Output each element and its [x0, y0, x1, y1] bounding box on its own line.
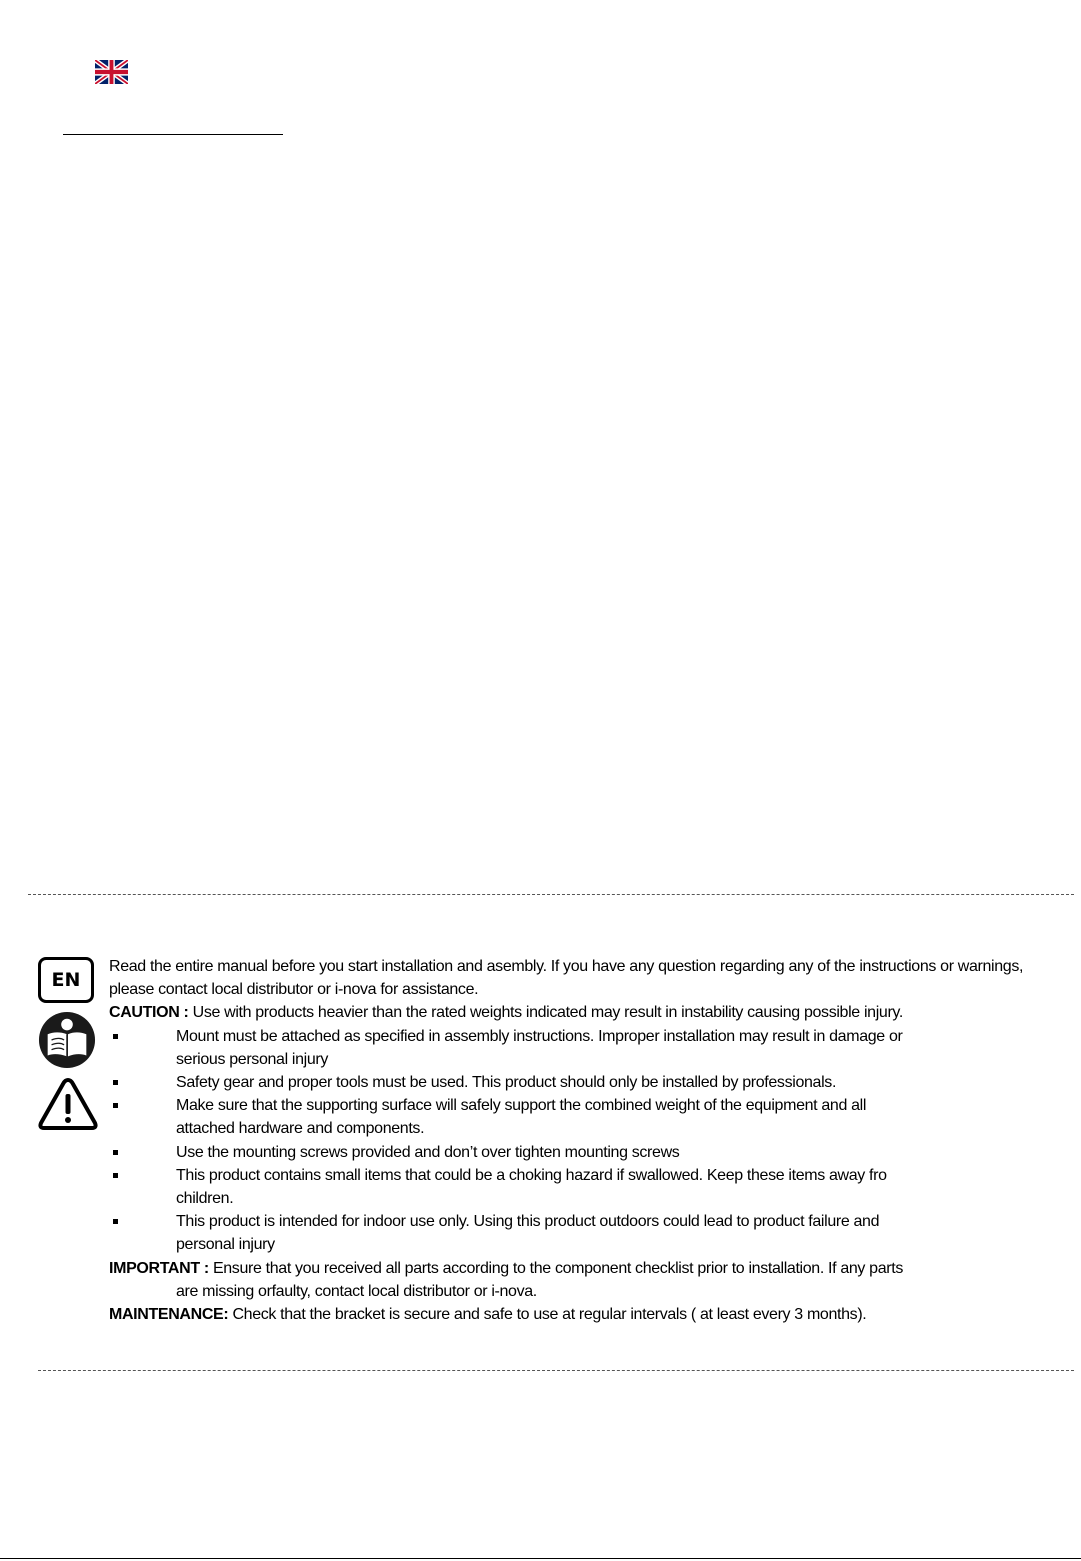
bullet-line: personal injury — [176, 1236, 275, 1254]
uk-flag-icon — [95, 60, 128, 84]
dashed-separator-top — [28, 894, 1074, 895]
list-item — [109, 1141, 1069, 1164]
bullet-icon — [113, 1080, 118, 1085]
bullet-line: This product is intended for indoor use only. Using this product outdoors could lead to product failure and — [176, 1213, 880, 1231]
bullet-icon — [113, 1103, 118, 1108]
safety-instructions — [109, 955, 1069, 1326]
bullet-icon — [113, 1173, 118, 1178]
bullet-line: children. — [176, 1190, 234, 1208]
bullet-icon — [113, 1150, 118, 1155]
bullet-icon — [113, 1034, 118, 1039]
bullet-line: serious personal injury — [176, 1050, 329, 1068]
intro-paragraph: Read the entire manual before you start installation and asembly. If you have any question regarding any of the instructions or warnings, please contact local distributor or i-nova for assistance. — [109, 958, 1024, 999]
bullet-line: Make sure that the supporting surface will safely support the combined weight of the equipment and all — [176, 1097, 867, 1115]
caution-paragraph — [109, 1001, 1069, 1024]
list-item — [109, 1164, 1069, 1210]
maintenance-paragraph — [109, 1303, 1069, 1326]
important-paragraph — [109, 1257, 1069, 1280]
caution-text: Use with products heavier than the rated weights indicated may result in instability causing possible injury. — [188, 1004, 903, 1022]
caution-label: CAUTION : — [109, 1004, 189, 1022]
bullet-line: Use the mounting screws provided and don’t over tighten mounting screws — [176, 1143, 680, 1161]
language-badge — [38, 957, 94, 1003]
page-bottom-rule — [0, 1558, 1081, 1559]
list-item — [109, 1094, 1069, 1140]
title-underline — [63, 134, 283, 135]
important-label: IMPORTANT : — [109, 1259, 209, 1277]
important-text: Ensure that you received all parts according to the component checklist prior to installation. If any parts — [208, 1259, 903, 1277]
warning-icon — [37, 1076, 99, 1132]
dashed-separator-bottom — [38, 1370, 1074, 1371]
language-badge-label: EN — [51, 969, 81, 991]
list-item — [109, 1071, 1069, 1094]
bullet-line: attached hardware and components. — [176, 1120, 425, 1138]
bullet-icon — [113, 1219, 118, 1224]
list-item — [109, 1025, 1069, 1071]
bullet-line: Safety gear and proper tools must be used. This product should only be installed by professionals. — [176, 1074, 837, 1092]
bullet-line: Mount must be attached as specified in assembly instructions. Improper installation may result in damage or — [176, 1027, 903, 1045]
maintenance-text: Check that the bracket is secure and safe to use at regular intervals ( at least every 3 months). — [228, 1306, 867, 1324]
read-manual-icon — [38, 1011, 96, 1069]
bullet-line: This product contains small items that could be a choking hazard if swallowed. Keep these items away fro — [176, 1166, 887, 1184]
maintenance-label: MAINTENANCE: — [109, 1306, 229, 1324]
list-item — [109, 1210, 1069, 1256]
important-continuation: are missing orfaulty, contact local distributor or i-nova. — [176, 1282, 537, 1300]
